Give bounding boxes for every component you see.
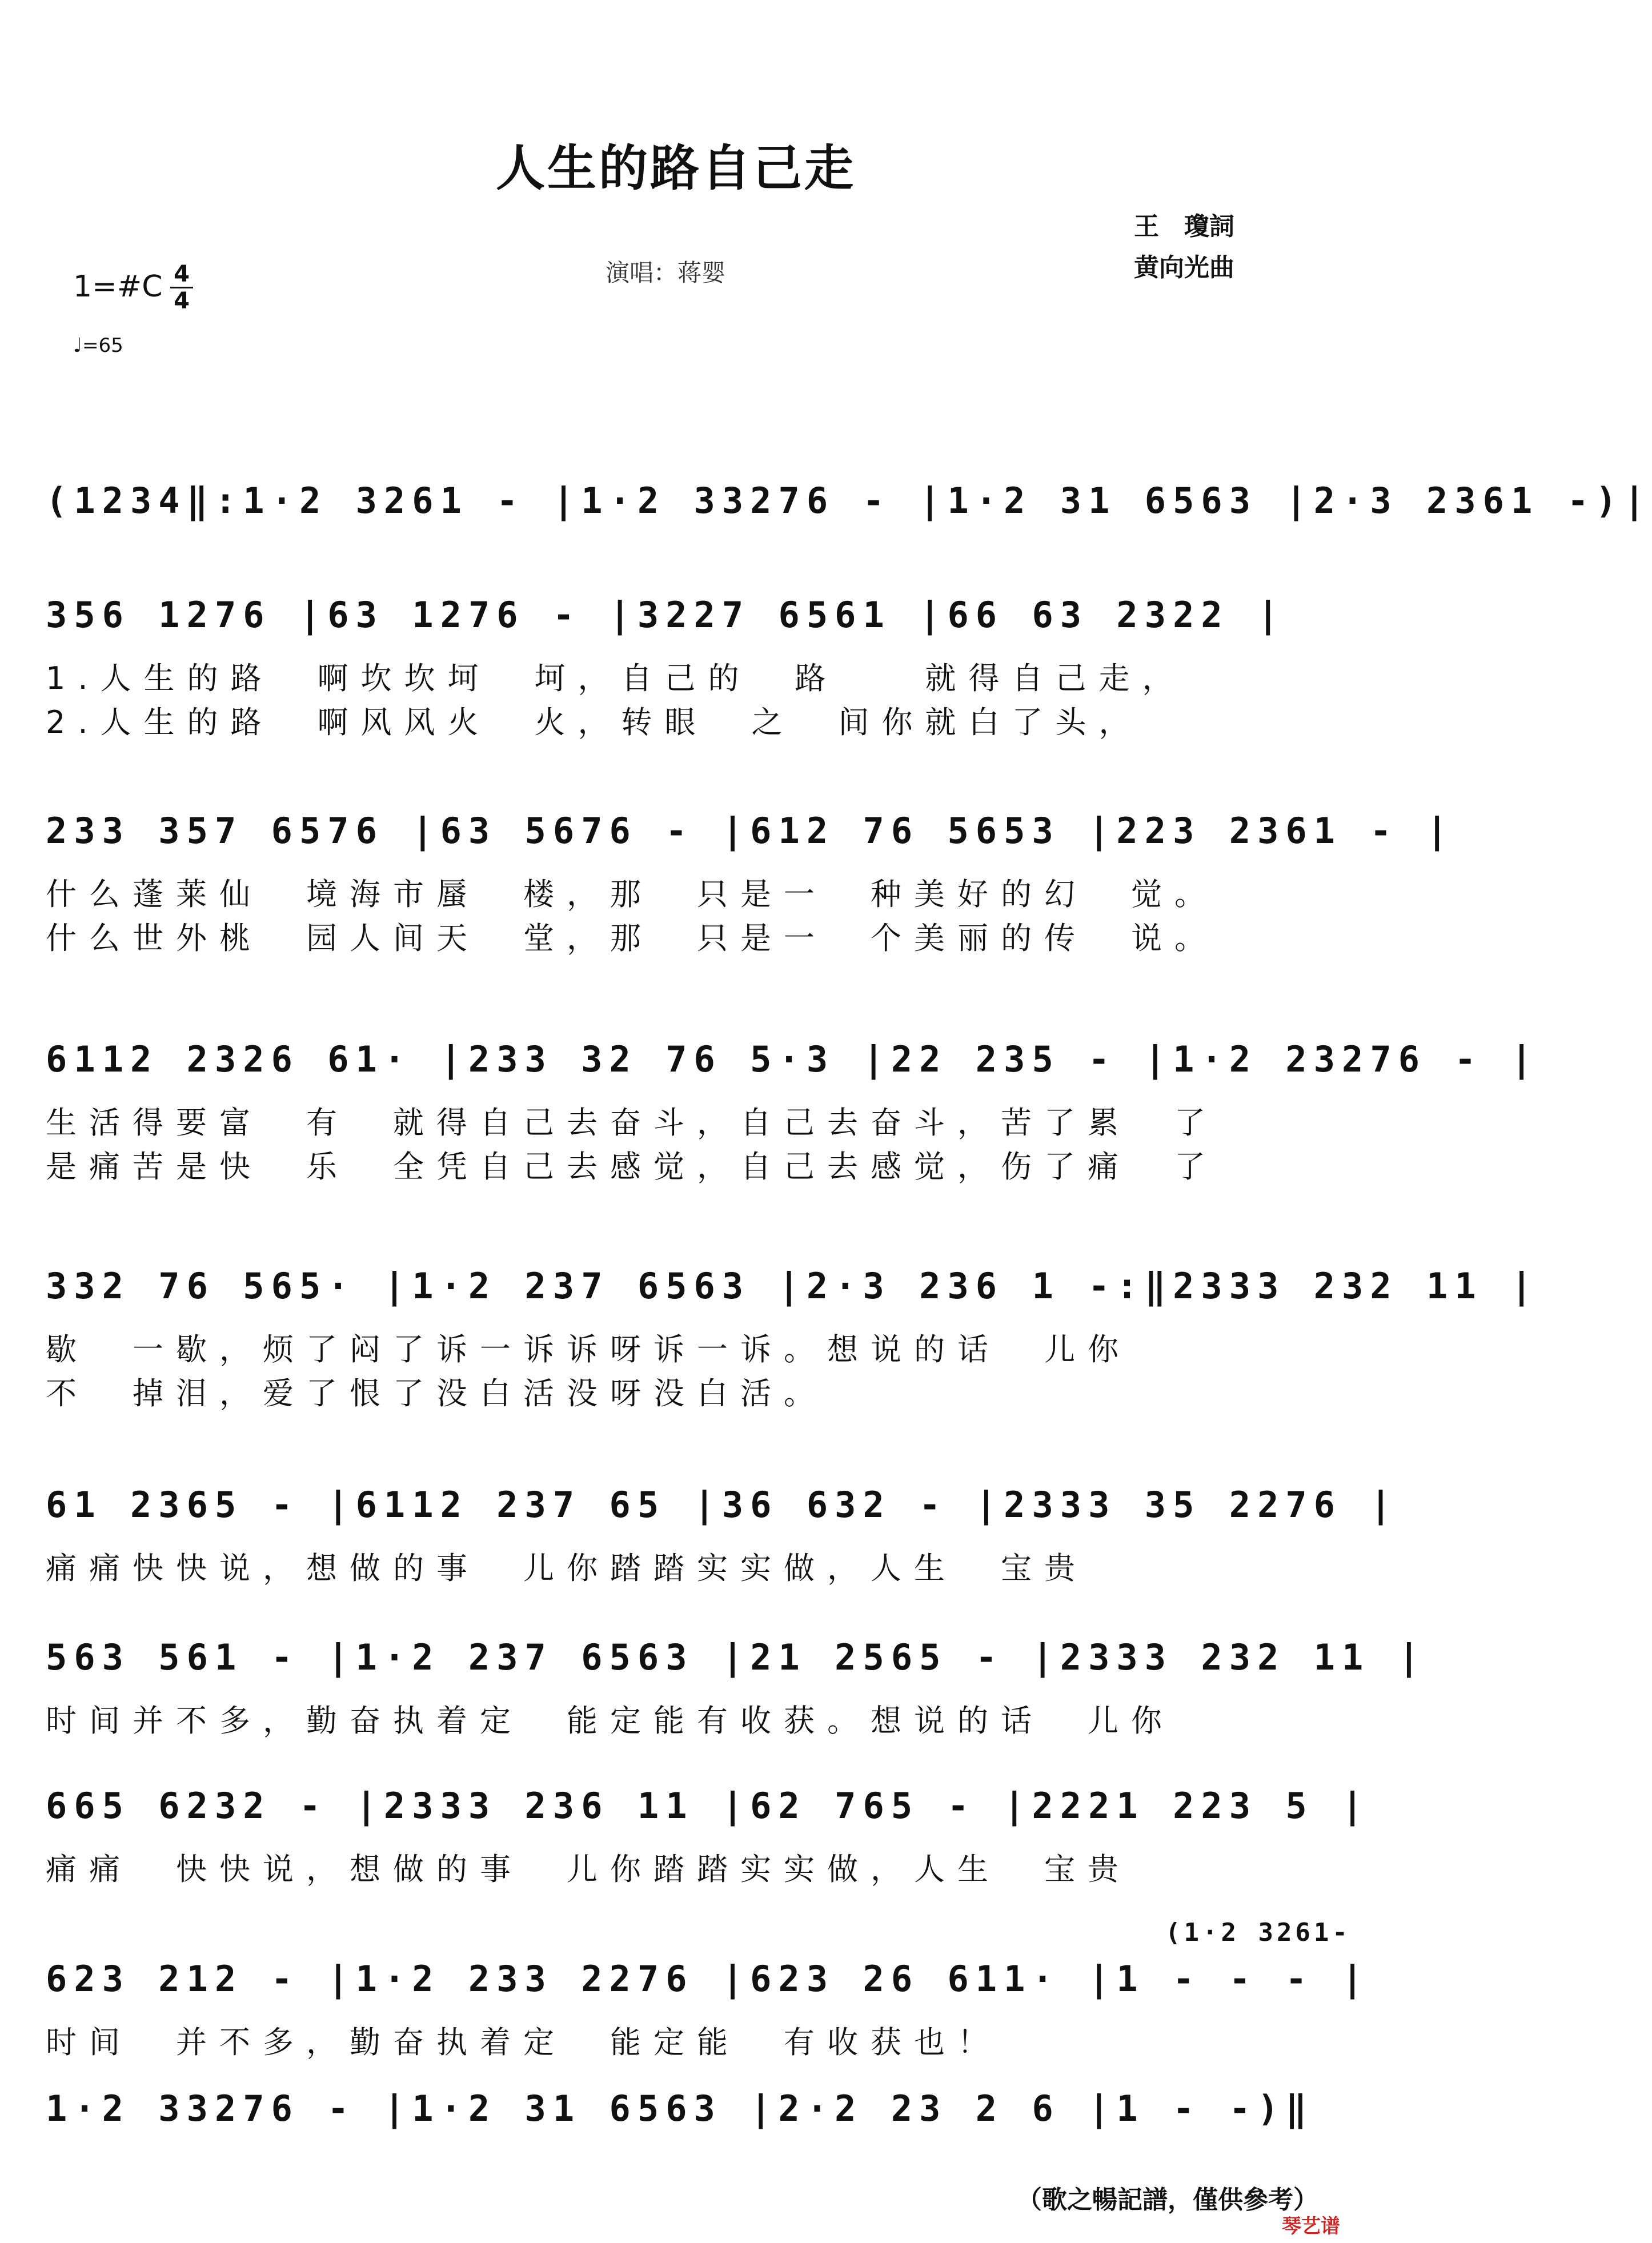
- notes-line-6: 61 2365 - |6112 237 65 |36 632 - |2333 35 2276 |: [46, 1484, 1398, 1526]
- singer-credit: 演唱：蒋婴: [606, 259, 726, 287]
- score-line-3: [46, 810, 1455, 956]
- lyric-line-2-verse-2: 2.人生的路 啊风风火 火，转眼 之 间你就白了头，: [46, 704, 1142, 740]
- notes-line-5: 332 76 565· |1·2 237 6563 |2·3 236 1 -:‖2333 232 11 |: [46, 1265, 1539, 1307]
- time-signature-bottom: 4: [170, 287, 193, 314]
- score-line-8: [46, 1785, 1370, 1922]
- score-line-5: [46, 1265, 1539, 1411]
- lyric-line-3-verse-2: 什么世外桃 园人间天 堂，那 只是一 个美丽的传 说。: [46, 920, 1218, 956]
- score-line-4: [46, 1038, 1539, 1185]
- song-title: 人生的路自己走: [496, 139, 856, 197]
- notes-line-4: 6112 2326 61· |233 32 76 5·3 |22 235 - |1·2 23276 - |: [46, 1038, 1539, 1080]
- lyric-line-6: 痛痛快快说，想做的事 儿你踏踏实实做，人生 宝贵: [46, 1550, 1088, 1586]
- notes-line-9: 623 212 - |1·2 233 2276 |623 26 611· |1 - - - |: [46, 1958, 1370, 2000]
- score-line-2: [46, 594, 1308, 740]
- alternate-ending: (1·2 3261-: [1165, 1918, 1351, 1947]
- score-line-7: [46, 1636, 1427, 1773]
- notes-line-1: (1234‖:1·2 3261 - |1·2 33276 - |1·2 31 6563 |2·3 2361 -)|: [46, 480, 1652, 521]
- time-signature: [170, 262, 193, 314]
- notes-line-2: 356 1276 |63 1276 - |3227 6561 |66 63 2322 |: [46, 594, 1286, 636]
- lyric-line-5-verse-2: 不 掉泪，爱了恨了没白活没呀没白活。: [46, 1375, 827, 1411]
- transcription-note: （歌之暢記譜，僅供參考）: [1017, 2185, 1318, 2214]
- lyric-line-9: 时间 并不多，勤奋执着定 能定能 有收获也！: [46, 2024, 1001, 2060]
- notes-line-10: 1·2 33276 - |1·2 31 6563 |2·2 23 2 6 |1 - -)‖: [46, 2088, 1314, 2129]
- score-line-6: [46, 1484, 1398, 1621]
- lyric-line-3-verse-1: 什么蓬莱仙 境海市蜃 楼，那 只是一 种美好的幻 觉。: [46, 876, 1218, 912]
- notes-line-8: 665 6232 - |2333 236 11 |62 765 - |2221 223 5 |: [46, 1785, 1370, 1827]
- lyric-line-4-verse-1: 生活得要富 有 就得自己去奋斗，自己去奋斗，苦了累 了: [46, 1105, 1218, 1141]
- score-line-9: [46, 1918, 1370, 2095]
- lyricist-credit: 王 瓊詞: [1134, 212, 1234, 241]
- tempo-mark: ♩=65: [73, 334, 123, 357]
- notes-line-3: 233 357 6576 |63 5676 - |612 76 5653 |223 2361 - |: [46, 810, 1455, 852]
- key-signature: 1=#C: [73, 270, 163, 304]
- composer-credit: 黄向光曲: [1134, 253, 1234, 282]
- lyric-line-2-verse-1: 1.人生的路 啊坎坎坷 坷，自己的 路 就得自己走，: [46, 660, 1186, 696]
- lyric-line-7: 时间并不多，勤奋执着定 能定能有收获。想说的话 儿你: [46, 1703, 1174, 1739]
- lyric-line-5-verse-1: 歇 一歇，烦了闷了诉一诉诉呀诉一诉。想说的话 儿你: [46, 1331, 1131, 1367]
- lyric-line-8: 痛痛 快快说，想做的事 儿你踏踏实实做，人生 宝贵: [46, 1851, 1131, 1887]
- notes-line-7: 563 561 - |1·2 237 6563 |21 2565 - |2333 232 11 |: [46, 1636, 1427, 1678]
- lyric-line-4-verse-2: 是痛苦是快 乐 全凭自己去感觉，自己去感觉，伤了痛 了: [46, 1149, 1218, 1185]
- time-signature-top: 4: [174, 261, 190, 287]
- site-logo: 琴艺谱: [1282, 2215, 1340, 2238]
